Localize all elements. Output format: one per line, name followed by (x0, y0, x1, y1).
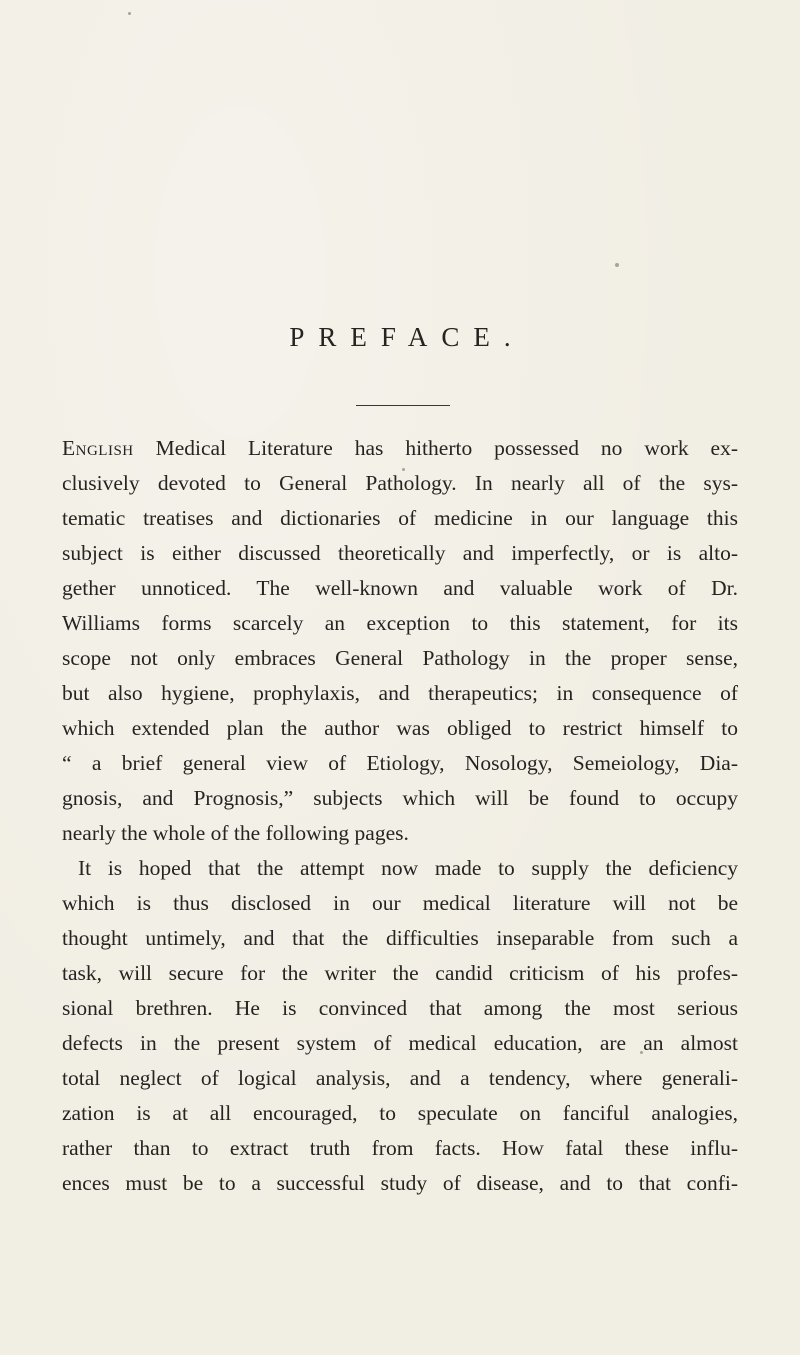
text-line: tematic treatises and dictionaries of medicine in our language this (62, 506, 738, 530)
text-line: sional brethren. He is convinced that among the most serious (62, 996, 738, 1020)
text-line: gnosis, and Prognosis,” subjects which will be found to occupy (62, 786, 738, 810)
text-line: Williams forms scarcely an exception to this statement, for its (62, 611, 738, 635)
text-line: It is hoped that the attempt now made to supply the deficiency (78, 856, 738, 880)
text-line: but also hygiene, prophylaxis, and therapeutics; in consequence of (62, 681, 738, 705)
lead-word: English (62, 436, 134, 460)
text-line: nearly the whole of the following pages. (62, 821, 409, 845)
text-line: zation is at all encouraged, to speculate on fanciful analogies, (62, 1101, 738, 1125)
paper-speck (615, 263, 619, 267)
text-line: thought untimely, and that the difficulties inseparable from such a (62, 926, 738, 950)
text-line: scope not only embraces General Pathology in the proper sense, (62, 646, 738, 670)
title-divider (356, 405, 450, 406)
text-line: rather than to extract truth from facts. How fatal these influ- (62, 1136, 738, 1160)
text-line: which is thus disclosed in our medical literature will not be (62, 891, 738, 915)
text-line: task, will secure for the writer the candid criticism of his profes- (62, 961, 738, 985)
text-line: English Medical Literature has hitherto possessed no work ex- (62, 436, 738, 460)
text-line: gether unnoticed. The well-known and valuable work of Dr. (62, 576, 738, 600)
text-line: “ a brief general view of Etiology, Nosology, Semeiology, Dia- (62, 751, 738, 775)
text-line: which extended plan the author was obliged to restrict himself to (62, 716, 738, 740)
paper-speck (128, 12, 131, 15)
text-line: clusively devoted to General Pathology. In nearly all of the sys- (62, 471, 738, 495)
text-line: defects in the present system of medical education, are an almost (62, 1031, 738, 1055)
text-line: total neglect of logical analysis, and a tendency, where generali- (62, 1066, 738, 1090)
text-line: subject is either discussed theoretically and imperfectly, or is alto- (62, 541, 738, 565)
text-line: ences must be to a successful study of disease, and to that confi- (62, 1171, 738, 1195)
page-title: PREFACE. (289, 322, 525, 352)
